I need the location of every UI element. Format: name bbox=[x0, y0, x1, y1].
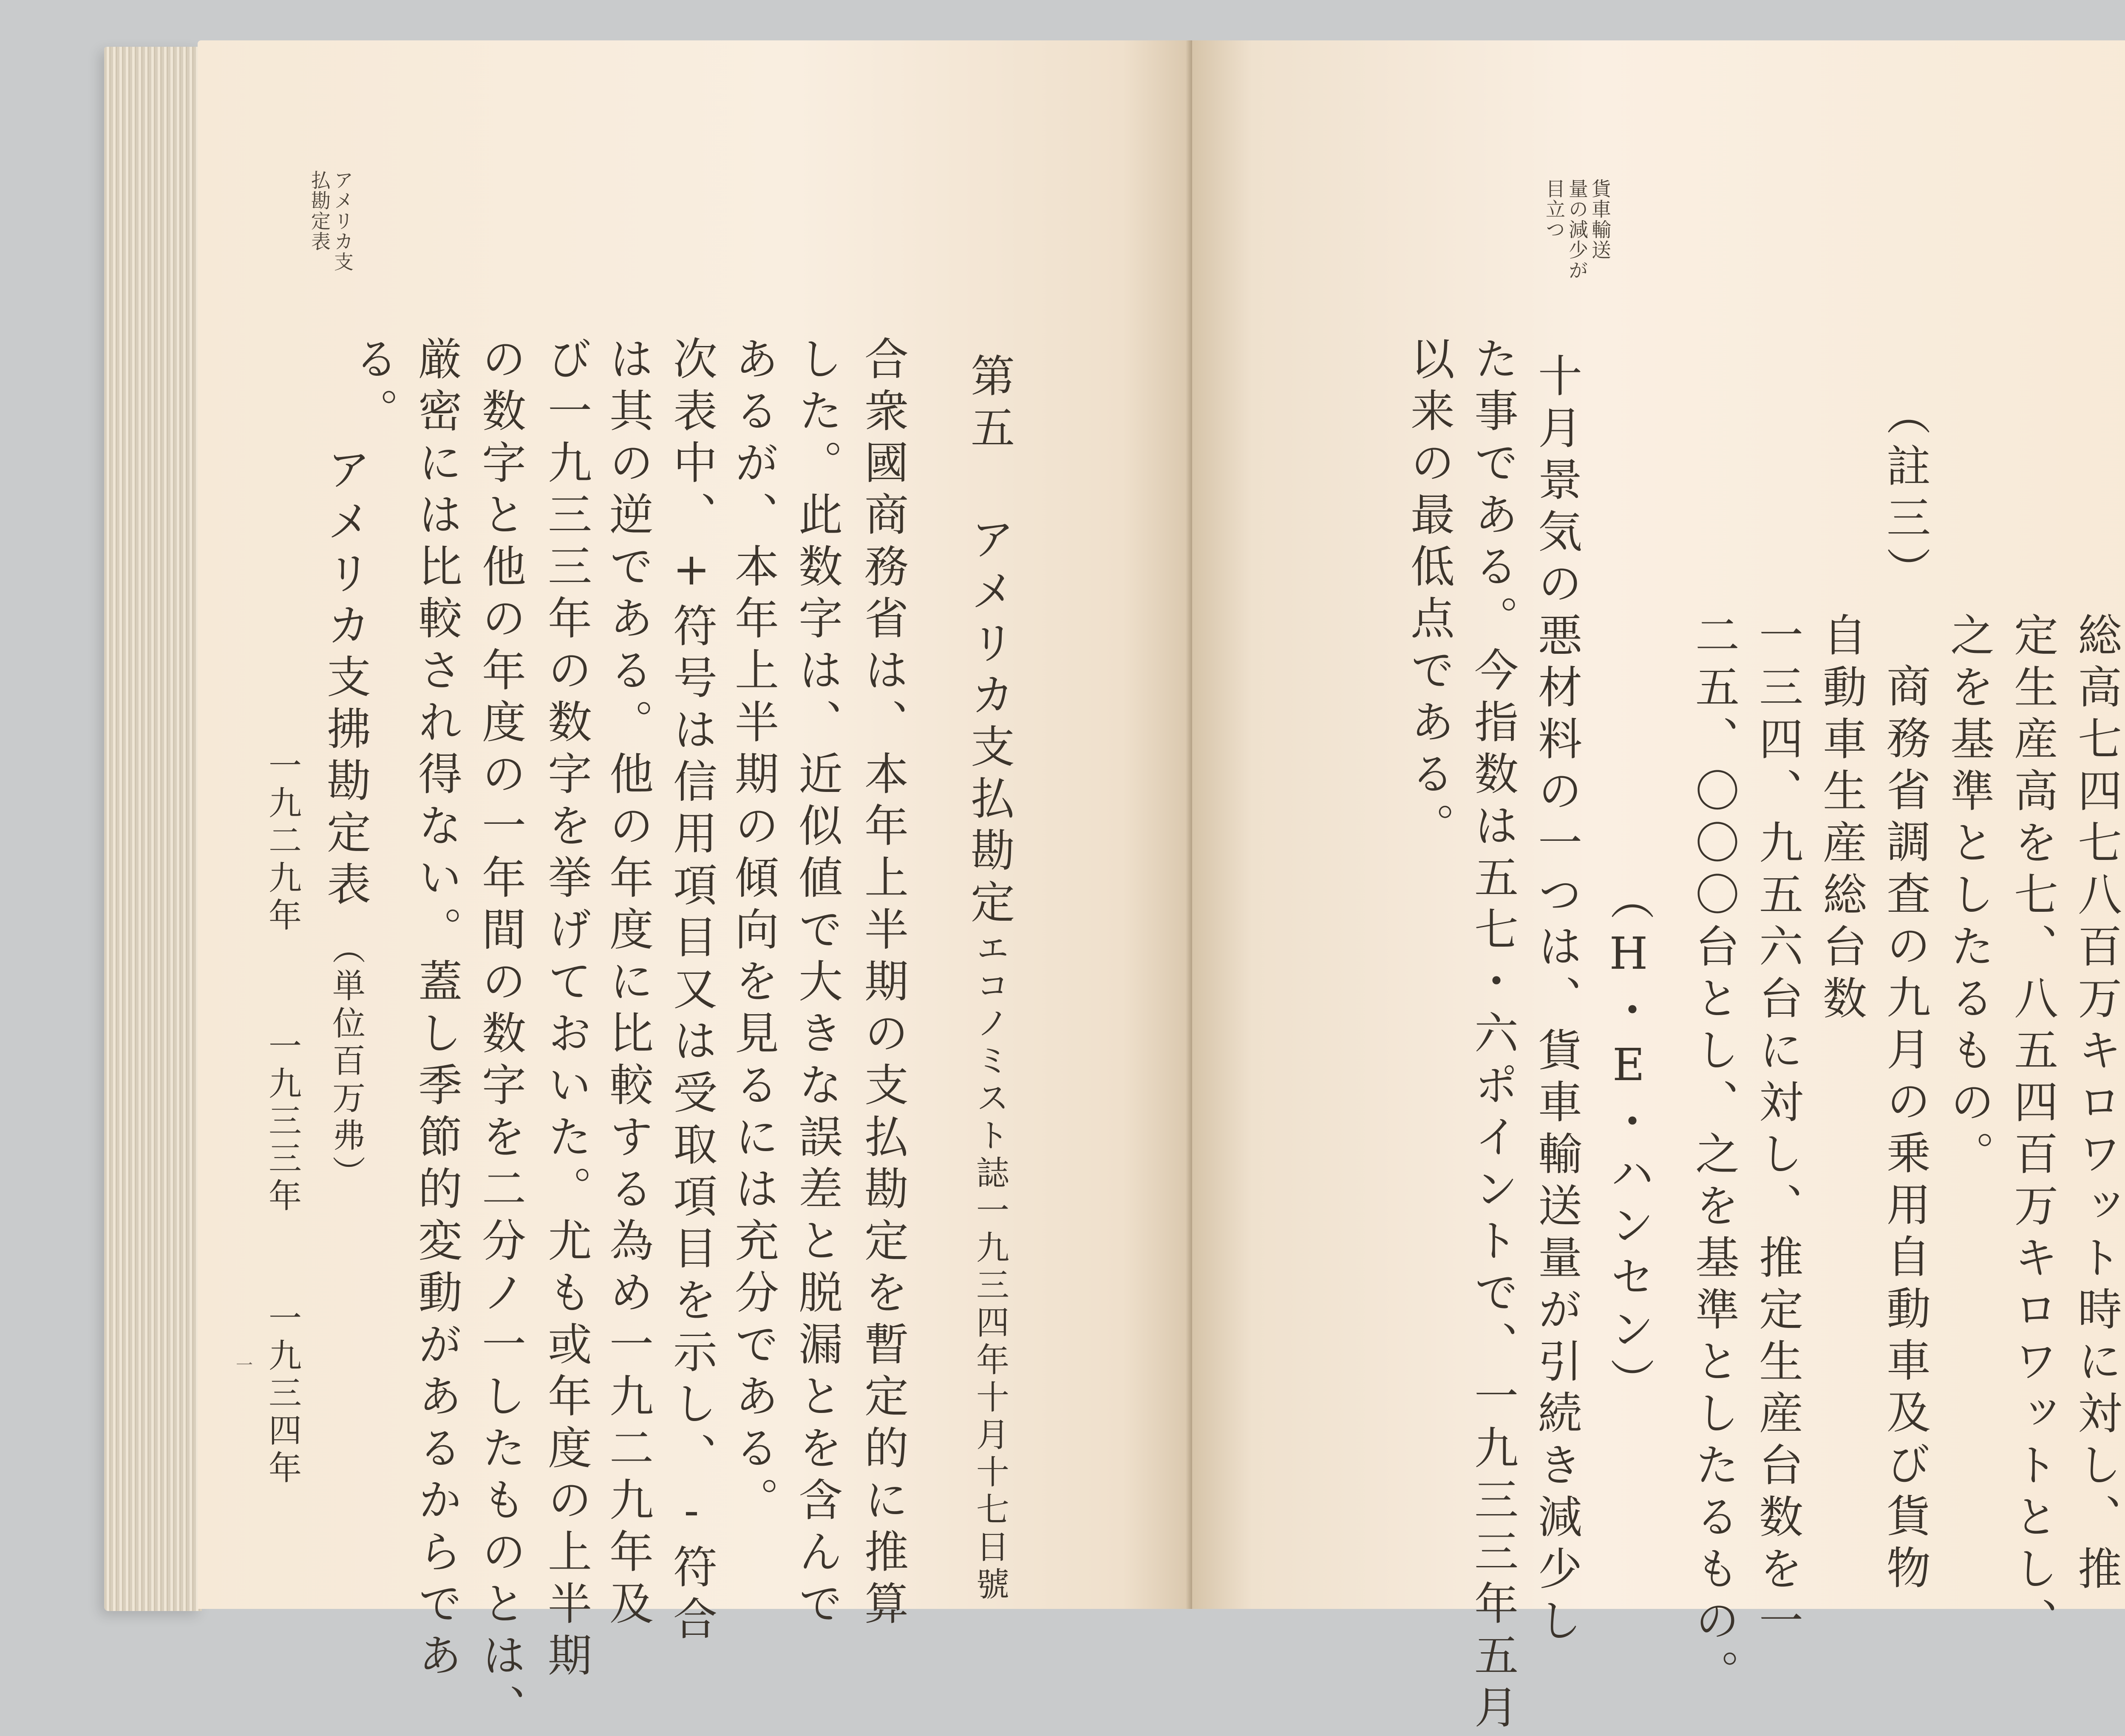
right-second-column-2: た事である。今指数は五七・六ポイントで、一九三三年五月 bbox=[1467, 336, 1519, 1736]
right-body-column-8: 二五、〇〇〇台とし、之を基準としたるもの。 bbox=[1688, 612, 1740, 1701]
left-body-column-2: した。此数字は、近似値で大きな誤差と脱漏とを含んで bbox=[791, 336, 843, 1632]
year-header-1934: 一九三四年 bbox=[263, 1301, 301, 1488]
section-heading: 第五 アメリカ支払勘定 bbox=[963, 353, 1015, 931]
right-body-column-1: 総高七四七八百万キロワット時に対し、推 bbox=[2070, 612, 2122, 1597]
left-body-column-3: あるが、本年上半期の傾向を見るには充分である。 bbox=[727, 336, 779, 1529]
left-body-column-7: の数字と他の年度の一年間の数字を二分ノ一したものとは、 bbox=[474, 336, 526, 1736]
right-second-column-1: 十月景気の悪材料の一つは、貨車輸送量が引続き減少し bbox=[1530, 353, 1582, 1649]
right-margin-note-line-2: 量の減少が bbox=[1566, 179, 1589, 281]
right-margin-note bbox=[1543, 179, 1612, 281]
left-page-number: 一 bbox=[236, 1356, 253, 1375]
left-body-column-8: 厳密には比較され得ない。蓋し季節的変動があるからであ bbox=[411, 336, 462, 1684]
signature: （H・E・ハンセン） bbox=[1603, 876, 1655, 1410]
source-citation: エコノミスト誌一九三四年十月十七日號 bbox=[971, 931, 1009, 1604]
right-body-column-2: 定生産高を七、八五四百万キロワットとし、 bbox=[2006, 612, 2058, 1649]
year-header-1933: 一九三三年 bbox=[263, 1029, 301, 1216]
note-three-heading: （註三） bbox=[1879, 391, 1931, 599]
left-margin-note bbox=[308, 170, 354, 272]
left-body-column-6: び一九三三年の数字を挙げておいた。尤も或年度の上半期 bbox=[540, 336, 592, 1684]
left-body-column-4: 次表中、+符号は信用項目又は受取項目を示し、-符合 bbox=[666, 336, 717, 1648]
left-margin-note-line-2: 払勘定表 bbox=[308, 170, 331, 252]
right-body-column-5: 自動車生産総台数 bbox=[1815, 612, 1867, 1027]
left-body-column-9: る。 bbox=[347, 336, 399, 440]
right-body-column-3: 之を基準としたるもの。 bbox=[1943, 612, 1995, 1183]
left-body-column-5: は其の逆である。他の年度に比較する為め一九二九年及 bbox=[602, 336, 654, 1632]
right-body-column-7: 一三四、九五六台に対し、推定生産台数を一 bbox=[1751, 612, 1803, 1649]
left-body-column-1: 合衆國商務省は、本年上半期の支払勘定を暫定的に推算 bbox=[857, 336, 909, 1632]
table-unit: （単位百万弗） bbox=[327, 931, 365, 1193]
year-header-1929: 一九二九年 bbox=[263, 748, 301, 935]
right-body-column-6: 商務省調査の九月の乗用自動車及び貨物 bbox=[1879, 663, 1931, 1597]
right-margin-note-line-1: 貨車輸送 bbox=[1589, 179, 1612, 260]
left-page-edges bbox=[104, 47, 202, 1611]
table-title: アメリカ支拂勘定表 bbox=[319, 446, 371, 913]
left-margin-note-line-1: アメリカ支 bbox=[331, 170, 354, 272]
right-margin-note-line-3: 目立つ bbox=[1543, 179, 1566, 240]
right-second-column-3: 以来の最低点である。 bbox=[1403, 336, 1455, 854]
